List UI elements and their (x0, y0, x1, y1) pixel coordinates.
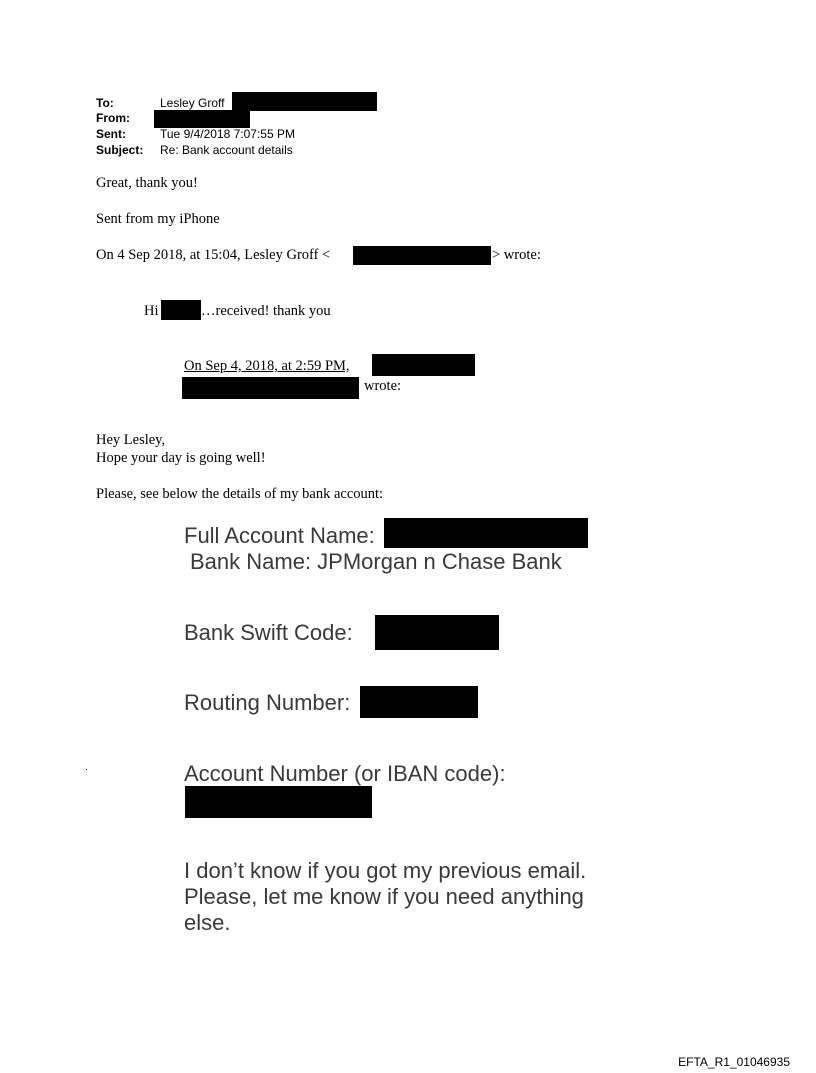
body-salutation: Hey Lesley, (96, 432, 166, 448)
swift-label: Bank Swift Code: (184, 620, 353, 645)
to-value: Lesley Groff (160, 96, 225, 110)
stray-mark (86, 769, 87, 770)
redaction-swift-code (375, 615, 499, 650)
bank-name-line: Bank Name: JPMorgan n Chase Bank (190, 549, 562, 574)
redaction-account-number (185, 786, 372, 818)
sent-label: Sent: (96, 127, 126, 141)
redaction-greeting-name (161, 300, 201, 320)
quoted2-wrote: wrote: (364, 378, 402, 394)
redaction-quoted2-sender (372, 354, 475, 376)
sent-value: Tue 9/4/2018 7:07:55 PM (160, 127, 295, 141)
redaction-to-address (232, 92, 377, 111)
redaction-from (154, 110, 250, 128)
reply-line-signature: Sent from my iPhone (96, 211, 220, 227)
account-number-label: Account Number (or IBAN code): (184, 761, 506, 786)
redaction-account-name (384, 518, 588, 548)
redaction-quoted2-email (182, 377, 359, 399)
body-line-day: Hope your day is going well! (96, 450, 266, 466)
reply-line-thanks: Great, thank you! (96, 175, 198, 191)
subject-label: Subject: (96, 143, 144, 157)
routing-label: Routing Number: (184, 690, 351, 715)
quoted2-intro: On Sep 4, 2018, at 2:59 PM, (184, 358, 350, 374)
subject-value: Re: Bank account details (160, 143, 293, 157)
redaction-routing-number (360, 686, 478, 718)
closing-line-2: Please, let me know if you need anything (184, 884, 584, 909)
document-id: EFTA_R1_01046935 (678, 1055, 790, 1069)
body-line-details: Please, see below the details of my bank account: (96, 486, 384, 502)
to-label: To: (96, 96, 114, 110)
closing-line-1: I don’t know if you got my previous email. (184, 858, 587, 883)
quoted-received-text: …received! thank you (201, 303, 331, 319)
quote-intro-prefix: On 4 Sep 2018, at 15:04, Lesley Groff < (96, 247, 331, 263)
redaction-quote-email (353, 246, 491, 265)
quoted-greeting: Hi (144, 303, 159, 319)
account-name-label: Full Account Name: (184, 523, 375, 548)
from-label: From: (96, 111, 130, 125)
closing-line-3: else. (184, 910, 231, 935)
quote-intro-suffix: > wrote: (492, 247, 541, 263)
